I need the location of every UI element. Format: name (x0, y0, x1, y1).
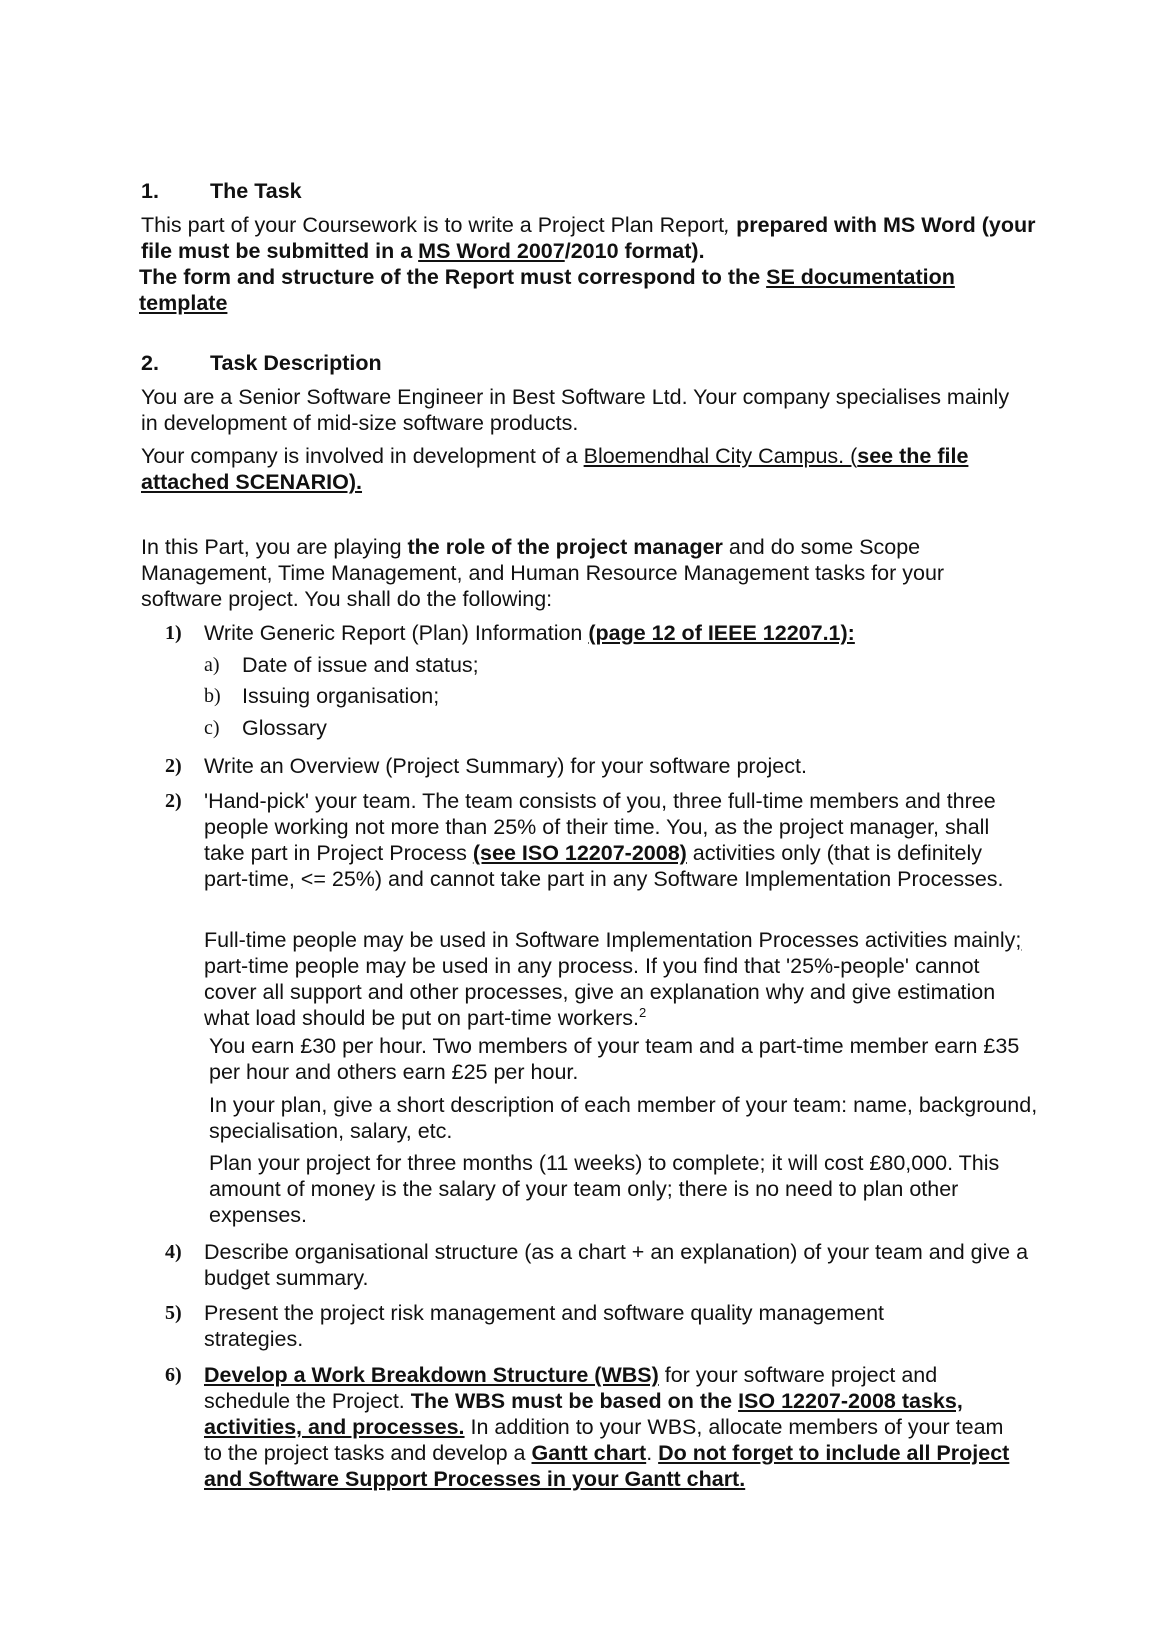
text-run: the role of the project manager (407, 535, 723, 559)
text-run: part-time people may be used in any process. If you find that '25%-people' cannot cover all support and other processes, give an explanation why and give estimation what load should be put on part-time workers. (204, 954, 996, 1030)
text-run: The WBS must be based on the (410, 1389, 739, 1413)
section-2-heading (141, 350, 641, 378)
member-description-paragraph: In your plan, give a short description of each member of your team: name, background, specialisation, salary, etc. (209, 1093, 1038, 1143)
item-number: 4) (165, 1241, 182, 1263)
sub-item-label: a) (204, 654, 220, 676)
item-text: Present the project risk management and software quality management strategies. (204, 1301, 885, 1351)
section-number: 2. (141, 351, 159, 375)
text-run: see the file attached SCENARIO). (141, 444, 969, 494)
list-item (0, 1300, 1158, 1352)
text-run: In addition to your WBS, allocate members of your team to the project tasks and develop a (204, 1415, 1004, 1465)
template-paragraph (139, 264, 1029, 316)
sub-list-item (0, 683, 1158, 709)
sub-item-text: Issuing organisation; (242, 684, 440, 708)
text-run: Bloemendhal City Campus. ( (583, 444, 858, 468)
salary-paragraph: You earn £30 per hour. Two members of your team and a part-time member earn £35 per hour and others earn £25 per hour. (209, 1034, 1020, 1084)
text-run: , (724, 213, 731, 237)
item-text (204, 788, 1014, 892)
text-run: . (646, 1441, 659, 1465)
se-template-link[interactable]: SE documentation template (139, 265, 955, 315)
item-text: Describe organisational structure (as a chart + an explanation) of your team and give a budget summary. (204, 1240, 1029, 1290)
text-run: /2010 format). (564, 239, 705, 263)
list-item (0, 1362, 1158, 1502)
text-run: 'Hand-pick' your team. The team consists of you, three full-time members and three people working not more than 25% of their time. You, as the project manager, shall take part in Project Process (204, 789, 996, 865)
intro-paragraph (141, 534, 1011, 612)
item-number: 5) (165, 1302, 182, 1324)
text-run: In this Part, you are playing (141, 535, 408, 559)
sub-list-item (0, 715, 1158, 741)
ms-word-link[interactable]: MS Word 2007 (418, 239, 565, 263)
text-run: activities only (that is definitely part-time, <= 25%) and cannot take part in any Software Implementation Processes. (204, 841, 1004, 891)
list-item (0, 1239, 1158, 1291)
text-run: ; (1015, 928, 1022, 952)
item-number: 1) (165, 622, 182, 644)
item-text (204, 1362, 1024, 1492)
text-run: Full-time people may be used in Software Implementation Processes activities mainly (204, 928, 1016, 952)
wbs-link[interactable]: Develop a Work Breakdown Structure (WBS) (204, 1363, 659, 1387)
scenario-paragraph (141, 443, 1036, 495)
support-processes-link[interactable]: Do not forget to include all Project and Software Support Processes in your Gantt chart. (204, 1441, 1010, 1491)
gantt-chart-link[interactable]: Gantt chart (531, 1441, 647, 1465)
text-run: prepared with MS Word (your file must be submitted in a (141, 213, 1036, 263)
text-run: Your company is involved in development of a (141, 444, 584, 468)
item-text (204, 620, 1034, 646)
role-paragraph: You are a Senior Software Engineer in Best Software Ltd. Your company specialises mainly in development of mid-size software products. (141, 385, 1010, 435)
list-item (0, 788, 1158, 918)
staffing-paragraph (204, 927, 1034, 1031)
project-duration-paragraph: Plan your project for three months (11 weeks) to complete; it will cost £80,000. This amount of money is the salary of your team only; there is no need to plan other expenses. (209, 1151, 1000, 1227)
item-number: 2) (165, 790, 182, 812)
sub-item-label: b) (204, 685, 221, 707)
sub-item-text: Date of issue and status; (242, 653, 479, 677)
text-run: for your software project and schedule the Project. (204, 1363, 938, 1413)
text-run: The form and structure of the Report must correspond to the (139, 265, 767, 289)
iso-reference-link[interactable]: (see ISO 12207-2008) (472, 841, 687, 865)
item-number: 6) (165, 1364, 182, 1386)
sub-item-label: c) (204, 717, 220, 739)
list-item (0, 620, 1158, 646)
sub-item-text: Glossary (242, 716, 327, 740)
item-text: Write an Overview (Project Summary) for your software project. (204, 754, 807, 778)
text-run: Write Generic Report (Plan) Information (204, 621, 589, 645)
footnote-marker: 2 (639, 1005, 647, 1020)
section-number: 1. (141, 179, 159, 203)
section-1-heading (141, 178, 541, 206)
iso-tasks-link[interactable]: ISO 12207-2008 tasks, activities, and processes. (204, 1389, 963, 1439)
task-paragraph (141, 212, 1036, 264)
item-number: 2) (165, 755, 182, 777)
list-item (0, 753, 1158, 779)
section-title: Task Description (210, 351, 382, 375)
section-title: The Task (210, 179, 302, 203)
text-run: and do some Scope Management, Time Management, and Human Resource Management tasks for your software project. You shall do the following: (141, 535, 945, 611)
sub-list-item (0, 652, 1158, 678)
text-run: This part of your Coursework is to write a Project Plan Report (141, 213, 725, 237)
ieee-reference-link[interactable]: (page 12 of IEEE 12207.1): (588, 621, 855, 645)
